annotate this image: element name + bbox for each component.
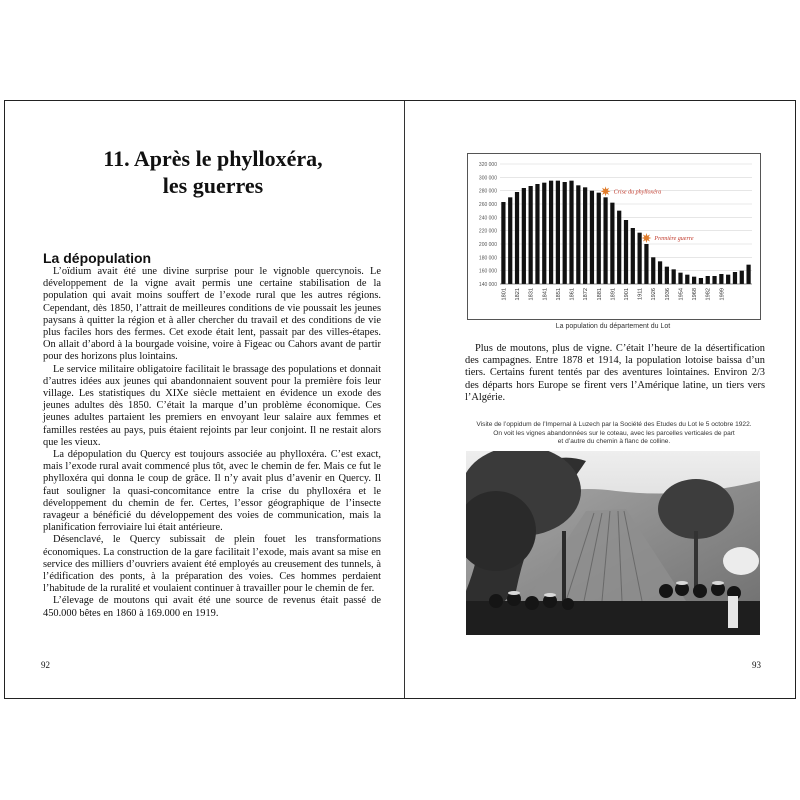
chart-bar	[542, 183, 546, 284]
photo-illustration	[466, 451, 760, 635]
paragraph-2: Le service militaire obligatoire facilitait le brassage des populations et donnait d’autres idées aux jeunes qui abandonnaient souvent pour la première fois leur village. Les statistiques du XIXe siècle mettaient en évidence un exode des jeunes adultes dès 1850. C’était la marque d’un problème économique. Ces jeunes adultes partaient les premiers en envoyant leur salaire aux femmes et familles restées au pays, puis étaient rejoints par leur conjoint. Il ne restait alors que les vieux.	[43, 363, 381, 448]
photo-caption-line-3: et d’autre du chemin à flanc de colline.	[557, 438, 671, 446]
chart-bar	[610, 203, 614, 284]
x-tick-label: 1861	[569, 288, 576, 301]
chart-bar	[556, 181, 560, 284]
left-body-text	[43, 266, 381, 620]
photo-caption	[469, 421, 759, 447]
chart-bar	[746, 265, 750, 284]
annotation-marker	[601, 186, 611, 196]
x-tick-label: 1999	[719, 288, 726, 301]
chapter-title	[43, 145, 383, 199]
chapter-title-line-2: les guerres	[162, 173, 264, 198]
y-tick-label: 300 000	[478, 175, 497, 182]
chart-bar	[529, 186, 533, 284]
x-tick-label: 1881	[596, 288, 603, 301]
chart-bar	[535, 184, 539, 284]
y-tick-label: 180 000	[478, 255, 497, 262]
chart-bar	[624, 220, 628, 284]
chart-bar	[665, 267, 669, 284]
y-tick-label: 280 000	[478, 188, 497, 195]
x-tick-label: 1968	[692, 288, 699, 301]
chart-bar	[515, 192, 519, 284]
book-spread	[4, 100, 796, 699]
page-number-right: 93	[752, 660, 761, 670]
right-paragraph-1: Plus de moutons, plus de vigne. C’était l’heure de la désertification des campagnes. Entre 1878 et 1914, la population lotoise baissa d’un tiers. Certains furent tentés par des aventures lointaines. Environ 2/3 des départs hors Europe se firent vers l’Amérique latine, un tiers vers l’Algérie.	[465, 343, 765, 403]
paragraph-5: L’élevage de moutons qui avait été une source de revenus était passé de 450.000 bêtes en 1860 à 169.000 en 1919.	[43, 595, 381, 619]
chart-bar	[672, 269, 676, 284]
x-tick-label: 1982	[705, 288, 712, 301]
chart-bar	[508, 197, 512, 284]
annotation-label: Crise du phylloxéra	[613, 189, 662, 196]
right-page	[405, 101, 797, 698]
y-tick-label: 320 000	[478, 162, 497, 168]
x-tick-label: 1901	[624, 288, 630, 301]
chart-bar	[685, 275, 689, 284]
chart-bar	[712, 276, 716, 284]
chart-bar	[699, 278, 703, 284]
x-tick-label: 1954	[678, 288, 685, 301]
chart-bar	[617, 211, 621, 284]
x-tick-label: 1801	[501, 288, 508, 301]
chart-caption: La population du département du Lot	[555, 323, 671, 330]
annotation-marker	[641, 233, 651, 243]
chart-bar	[563, 182, 567, 284]
x-tick-label: 1911	[637, 288, 644, 301]
y-tick-label: 220 000	[478, 228, 497, 235]
chart-bar	[692, 277, 696, 284]
historic-photo	[466, 451, 760, 635]
chart-bar	[638, 233, 642, 284]
annotation-label: Première guerre	[654, 236, 694, 242]
chart-bar	[603, 197, 607, 284]
x-tick-label: 1926	[651, 288, 658, 301]
paragraph-4: Désenclavé, le Quercy subissait de plein fouet les transformations économiques. La construction de la gare facilitait l’exode, mais avant sa mise en service des milliers d’ouvriers avaient été employés au creusement des tunnels, à l’édification des ponts, à la préparation des voies. Ces hommes perdaient l’habitude de la ruralité et voulaient continuer à travailler pour le chemin de fer.	[43, 534, 381, 595]
chart-bar	[549, 181, 553, 284]
y-tick-label: 200 000	[478, 242, 497, 248]
x-tick-label: 1841	[542, 288, 549, 301]
chart-bar	[719, 274, 723, 284]
left-page	[5, 101, 404, 698]
right-body-text	[465, 343, 765, 404]
x-tick-label: 1872	[583, 288, 590, 301]
chart-bar	[651, 257, 655, 284]
chapter-title-line-1: 11. Après le phylloxéra,	[103, 146, 323, 171]
chart-bar	[733, 272, 737, 284]
y-tick-label: 240 000	[478, 215, 497, 222]
chart-bar	[706, 276, 710, 284]
chart-bar	[631, 228, 635, 284]
x-tick-label: 1851	[555, 288, 562, 301]
population-chart	[467, 153, 761, 320]
x-tick-label: 1831	[528, 288, 535, 301]
chart-bar	[644, 244, 648, 284]
y-tick-label: 160 000	[478, 268, 497, 275]
chart-bar	[740, 271, 744, 284]
chart-bar	[576, 185, 580, 284]
chart-bar	[522, 188, 526, 284]
chart-bar	[590, 191, 594, 284]
x-tick-label: 1821	[515, 288, 522, 301]
paragraph-3: La dépopulation du Quercy est toujours associée au phylloxéra. C’est exact, mais l’exode rural avait commencé plus tôt, avec le chemin de fer. Mais ce fut le phylloxéra qui donna le coup de grâce. Il n’y avait plus d’avenir en Quercy. Il faut souligner la quasi-concomitance entre la crise du phylloxéra et le développement du chemin de fer. Certes, l’essor géographique de l’insecte ravageur a bénéficié du développement des voies de communication, mais la planification ferroviaire lui était antérieure.	[43, 449, 381, 534]
photo-caption-line-2: On voit les vignes abandonnées sur le coteau, avec les parcelles verticales de part	[493, 429, 735, 437]
paragraph-1: L’oïdium avait été une divine surprise pour le vignoble quercynois. Le développement de la vigne avait permis une certaine stabilisation de la population qui avait moins souffert de l’exode rural que les autres régions. Cependant, dès 1850, l’attrait de meilleures conditions de vie poussait les jeunes paysans à quitter la région et à aller chercher du travail et des conditions de vie plus faciles hors des fermes. Cet exode était lent, passait par des villes-étapes. On allait d’abord à la bourgade voisine, voire à Figeac ou Cahors avant de partir pour des horizons plus lointains.	[43, 266, 381, 363]
y-tick-label: 260 000	[478, 202, 497, 208]
chart-bar	[658, 261, 662, 284]
chart-bar	[678, 273, 682, 284]
section-heading: La dépopulation	[43, 250, 152, 266]
y-tick-label: 140 000	[478, 282, 497, 288]
population-chart-svg	[468, 154, 760, 319]
chart-bar	[569, 181, 573, 284]
chart-bar	[501, 202, 505, 284]
x-tick-label: 1891	[610, 288, 617, 301]
photo-caption-line-1: Visite de l’oppidum de l’Impernal à Luzech par la Société des Etudes du Lot le 5 octobre 1922.	[476, 421, 752, 428]
page-number-left: 92	[41, 660, 50, 670]
x-tick-label: 1936	[664, 288, 671, 301]
chart-bar	[726, 275, 730, 284]
chart-bar	[583, 187, 587, 284]
chart-bar	[597, 193, 601, 284]
